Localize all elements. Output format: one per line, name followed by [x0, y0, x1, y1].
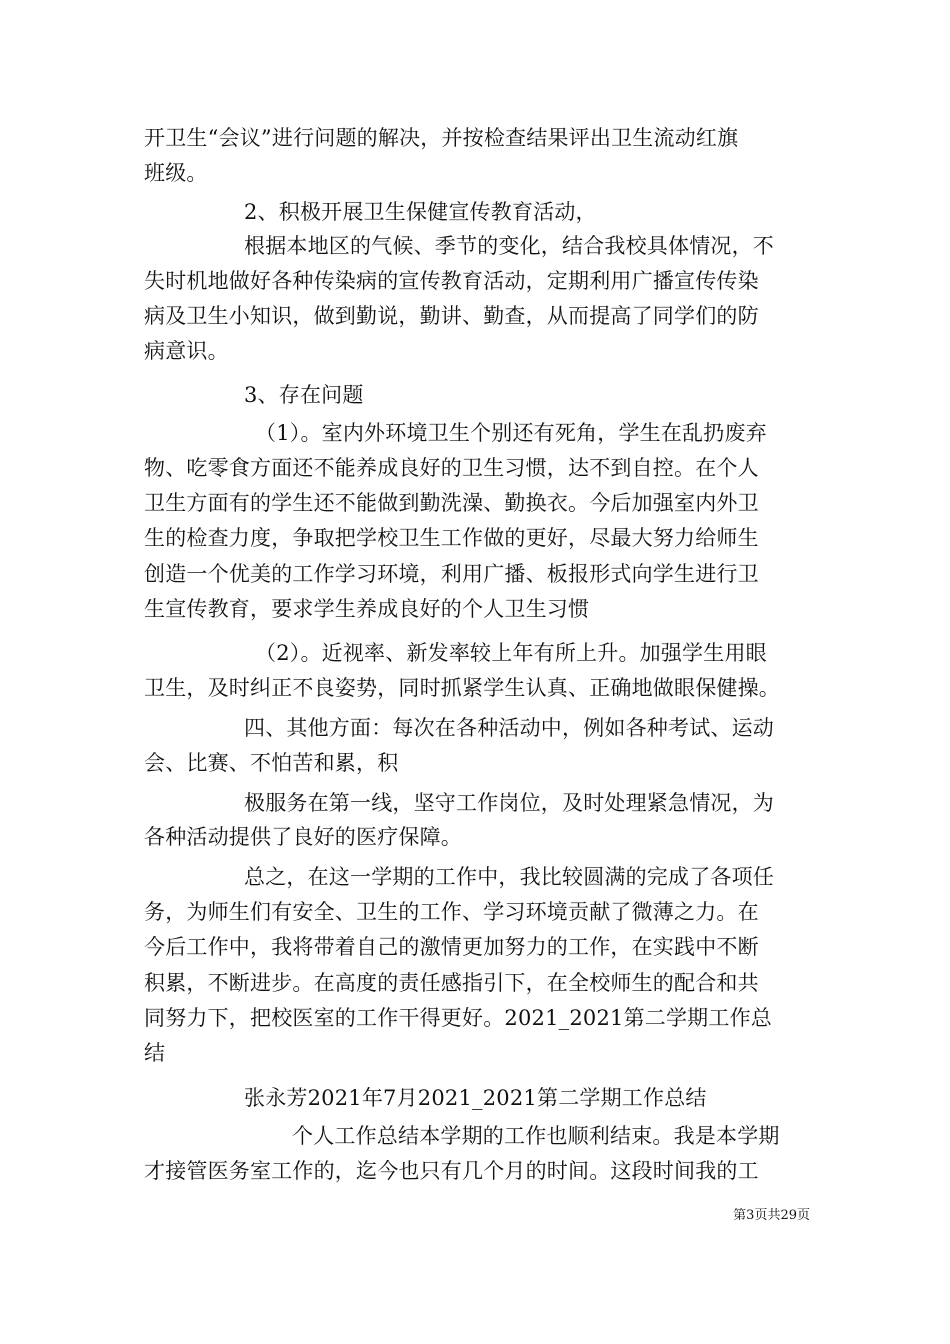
text-line: 创造一个优美的工作学习环境，利用广播、板报形式向学生进行卫	[144, 562, 759, 586]
text-line: 病及卫生小知识，做到勤说，勤讲、勤查，从而提高了同学们的防	[144, 304, 759, 328]
text-line: 才接管医务室工作的，迄今也只有几个月的时间。这段时间我的工	[144, 1159, 759, 1183]
text-line: 结	[144, 1041, 166, 1065]
page-number: 第3页共29页	[733, 1208, 810, 1223]
text-line: 病意识。	[144, 339, 229, 363]
text-line: （2）。近视率、新发率较上年有所上升。加强学生用眼	[255, 641, 767, 665]
text-line: 务，为师生们有安全、卫生的工作、学习环境贡献了微薄之力。在	[144, 900, 759, 924]
text-line: 生宣传教育，要求学生养成良好的个人卫生习惯	[144, 597, 590, 621]
text-line: 开卫生“会议”进行问题的解决，并按检查结果评出卫生流动红旗	[144, 126, 739, 150]
text-line: 各种活动提供了良好的医疗保障。	[144, 825, 462, 849]
text-line: 今后工作中，我将带着自己的激情更加努力的工作，在实践中不断	[144, 935, 759, 959]
text-line: 同努力下，把校医室的工作干得更好。2021_2021第二学期工作总	[144, 1006, 772, 1030]
text-line: 个人工作总结本学期的工作也顺利结束。我是本学期	[292, 1124, 780, 1148]
section-heading: 四、其他方面：每次在各种活动中，例如各种考试、运动	[244, 716, 774, 740]
text-line: 极服务在第一线，坚守工作岗位，及时处理紧急情况，为	[244, 791, 774, 815]
text-line: 总之，在这一学期的工作中，我比较圆满的完成了各项任	[244, 865, 774, 889]
text-line: （1）。室内外环境卫生个别还有死角，学生在乱扔废弃	[255, 421, 767, 445]
text-line: 卫生方面有的学生还不能做到勤洗澡、勤换衣。今后加强室内外卫	[144, 491, 759, 515]
text-line: 失时机地做好各种传染病的宣传教育活动，定期利用广播宣传传染	[144, 269, 759, 293]
section-heading: 2、积极开展卫生保健宣传教育活动，	[244, 200, 597, 224]
text-line: 积累，不断进步。在高度的责任感指引下，在全校师生的配合和共	[144, 971, 759, 995]
text-line: 会、比赛、不怕苦和累，积	[144, 751, 399, 775]
section-heading: 3、存在问题	[244, 383, 364, 407]
signature-line: 张永芳2021年7月2021_2021第二学期工作总结	[244, 1086, 707, 1110]
text-line: 班级。	[144, 161, 208, 185]
text-line: 根据本地区的气候、季节的变化，结合我校具体情况，不	[244, 234, 774, 258]
text-line: 物、吃零食方面还不能养成良好的卫生习惯，达不到自控。在个人	[144, 456, 759, 480]
text-line: 卫生，及时纠正不良姿势，同时抓紧学生认真、正确地做眼保健操。	[144, 676, 780, 700]
text-line: 生的检查力度，争取把学校卫生工作做的更好，尽最大努力给师生	[144, 526, 759, 550]
